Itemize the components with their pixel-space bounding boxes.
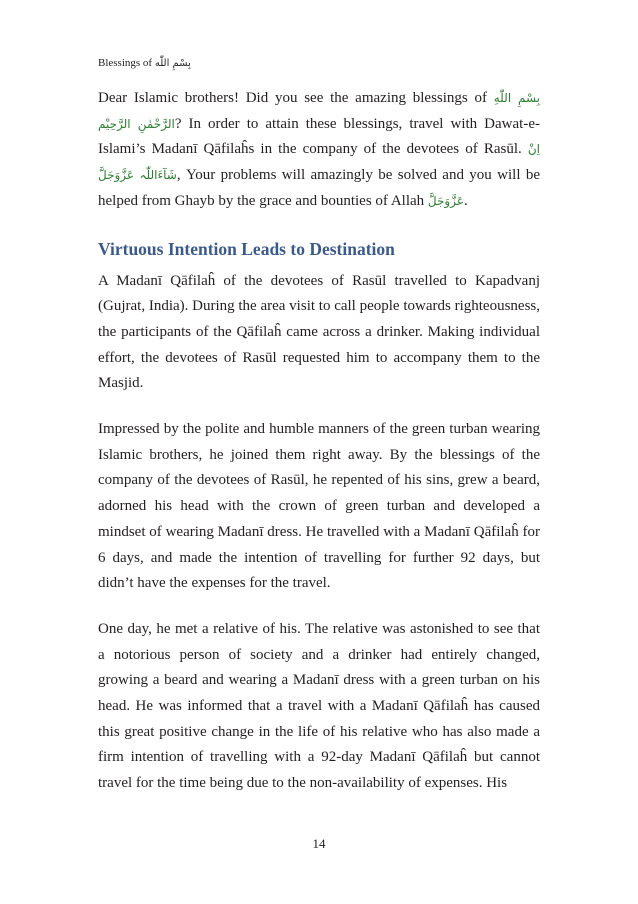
running-header-text: Blessings of <box>98 57 155 69</box>
intro-text-1: Dear Islamic brothers! Did you see the amazing blessings of <box>98 90 494 106</box>
running-header <box>98 56 191 71</box>
main-content <box>98 86 540 817</box>
intro-text-4: . <box>464 192 468 209</box>
arabic-azza-wa-jal: عَزَّوَجَلَّ <box>427 193 464 208</box>
arabic-insha-allah: اِنْ شَآءَاللّٰہ عَزَّوَجَلَّ <box>98 142 540 183</box>
paragraph-intro <box>98 86 540 215</box>
intro-text-3: , Your problems will amazingly be solved and you will be helped from Ghayb by the grace and bounties of Allah <box>98 167 540 209</box>
arabic-bismillah: بِسْمِ اللّٰهِ الرَّحْمٰنِ الرَّحِیْم <box>98 91 540 131</box>
section-heading: Virtuous Intention Leads to Destination <box>98 238 395 259</box>
running-header-arabic: بِسْمِ اللّٰه <box>154 58 191 69</box>
page-number: 14 <box>312 836 326 851</box>
paragraph-impressed: Impressed by the polite and humble manners of the green turban wearing Islamic brothers, he joined them right away. By the blessings of the company of the devotees of Rasūl, he repented of his sins, grew a beard, adorned his head with the crown of green turban and developed a mindset of wearing Madanī dress. He travelled with a Madanī Qāfilaĥ for 6 days, and made the intention of travelling for further 92 days, but didn’t have the expenses for the travel. <box>98 421 540 592</box>
paragraph-qafilah: A Madanī Qāfilaĥ of the devotees of Rasūl travelled to Kapadvanj (Gujrat, India). During the area visit to call people towards righteousness, the participants of the Qāfilaĥ came across a drinker. Making individual effort, the devotees of Rasūl requested him to accompany them to the Masjid. <box>98 272 540 392</box>
paragraph-relative: One day, he met a relative of his. The relative was astonished to see that a notorious person of society and a drinker had entirely changed, growing a beard and wearing a Madanī dress with a green turban on his head. He was informed that a travel with a Madanī Qāfilaĥ has caused this great positive change in the life of his relative who has also made a firm intention of travelling with a 92-day Madanī Qāfilaĥ but cannot travel for the time being due to the non-availability of expenses. His <box>98 620 540 792</box>
intro-text-2: ? In order to attain these blessings, travel with Dawat-e-Islami’s Madanī Qāfilaĥs in the company of the devotees of Rasūl. <box>98 115 540 158</box>
